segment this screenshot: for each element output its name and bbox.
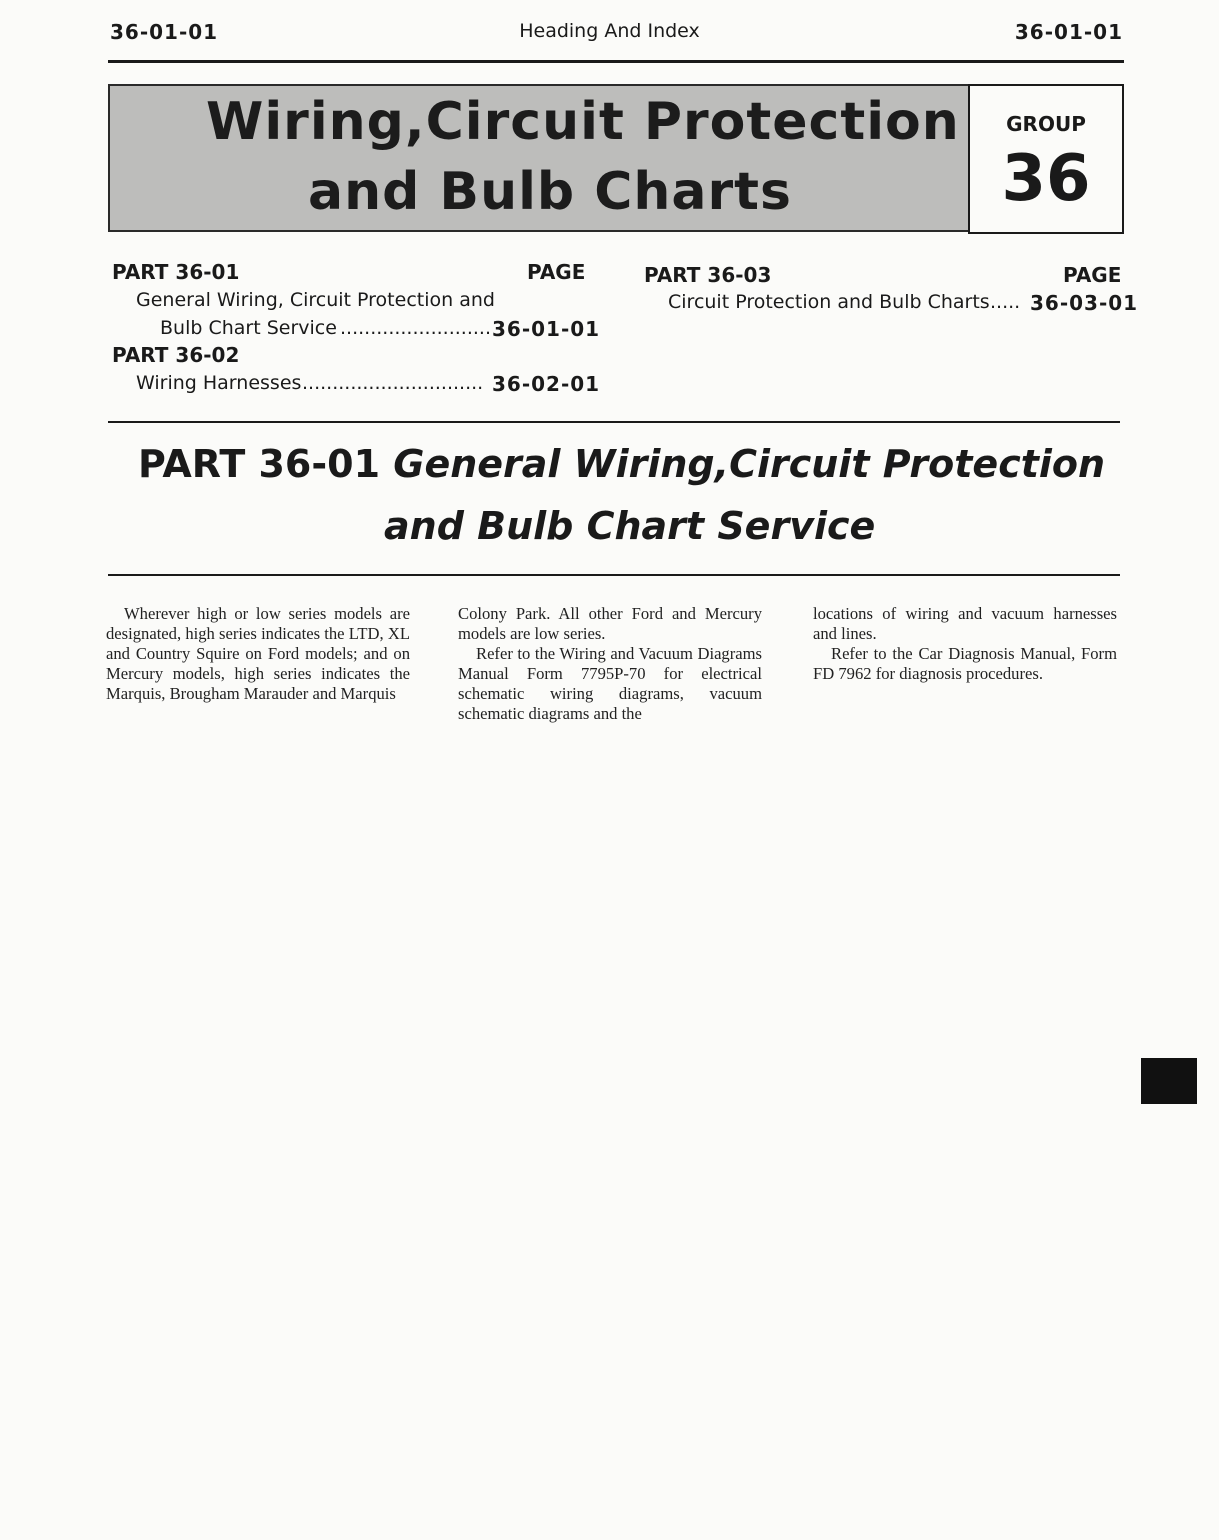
- toc-divider: [108, 421, 1120, 423]
- toc-entry-36-03-leader: .....: [990, 291, 1021, 313]
- part-heading-line-1: [138, 442, 1105, 486]
- toc-entry-36-01-line-2: Bulb Chart Service: [160, 317, 337, 339]
- toc-part-36-03-heading: PART 36-03: [644, 263, 772, 287]
- toc-part-36-02-heading: PART 36-02: [112, 343, 240, 367]
- body-column-1: [106, 604, 410, 704]
- part-heading-divider: [108, 574, 1120, 576]
- toc-page-label-left: PAGE: [527, 260, 586, 284]
- toc-page-label-right: PAGE: [1063, 263, 1122, 287]
- body-column-3: [813, 604, 1117, 684]
- body-paragraph: Wherever high or low series models are designated, high series indicates the LTD, XL and Country Squire on Ford models; and on Mercury models, high series indicates the Marquis, Brougham Marauder and Marquis: [106, 604, 410, 703]
- section-thumb-tab: [1141, 1058, 1197, 1104]
- part-heading-line-2: [384, 504, 875, 548]
- group-title-line-2: and Bulb Charts: [308, 162, 792, 222]
- part-heading-title-1: General Wiring,Circuit Protection: [393, 442, 1106, 486]
- header-rule: [108, 60, 1124, 63]
- header-page-number-left: 36-01-01: [110, 20, 219, 44]
- part-heading-title-2: and Bulb Chart Service: [384, 504, 876, 548]
- body-paragraph: Refer to the Car Diagnosis Manual, Form FD 7962 for diagnosis procedures.: [813, 644, 1117, 683]
- toc-entry-36-01-line-1: General Wiring, Circuit Protection and: [136, 289, 495, 311]
- body-paragraph: locations of wiring and vacuum harnesses and lines.: [813, 604, 1117, 643]
- toc-entry-36-01-leader: .........................: [340, 317, 491, 339]
- toc-entry-36-02-page: 36-02-01: [492, 372, 601, 396]
- group-number: 36: [1001, 142, 1091, 216]
- toc-part-36-01-heading: PART 36-01: [112, 260, 240, 284]
- group-title-line-1: Wiring,Circuit Protection: [206, 92, 960, 152]
- toc-entry-36-02-text: Wiring Harnesses: [136, 372, 302, 394]
- header-page-number-right: 36-01-01: [1014, 20, 1123, 44]
- group-number-box: [968, 84, 1124, 234]
- header-section-title: Heading And Index: [519, 20, 700, 42]
- group-title-banner: [108, 84, 970, 232]
- toc-entry-36-02-leader: ..............................: [302, 372, 484, 394]
- part-heading-number: PART 36-01: [138, 442, 381, 486]
- group-label: GROUP: [1006, 112, 1086, 136]
- toc-entry-36-01-page: 36-01-01: [492, 317, 601, 341]
- toc-entry-36-03-text: Circuit Protection and Bulb Charts: [668, 291, 990, 313]
- body-column-2: [458, 604, 762, 724]
- toc-entry-36-03-page: 36-03-01: [1030, 291, 1139, 315]
- body-paragraph: Refer to the Wiring and Vacuum Diagrams Manual Form 7795P-70 for electrical schematic wiring diagrams, vacuum schematic diagrams and the: [458, 644, 762, 723]
- body-paragraph: Colony Park. All other Ford and Mercury models are low series.: [458, 604, 762, 643]
